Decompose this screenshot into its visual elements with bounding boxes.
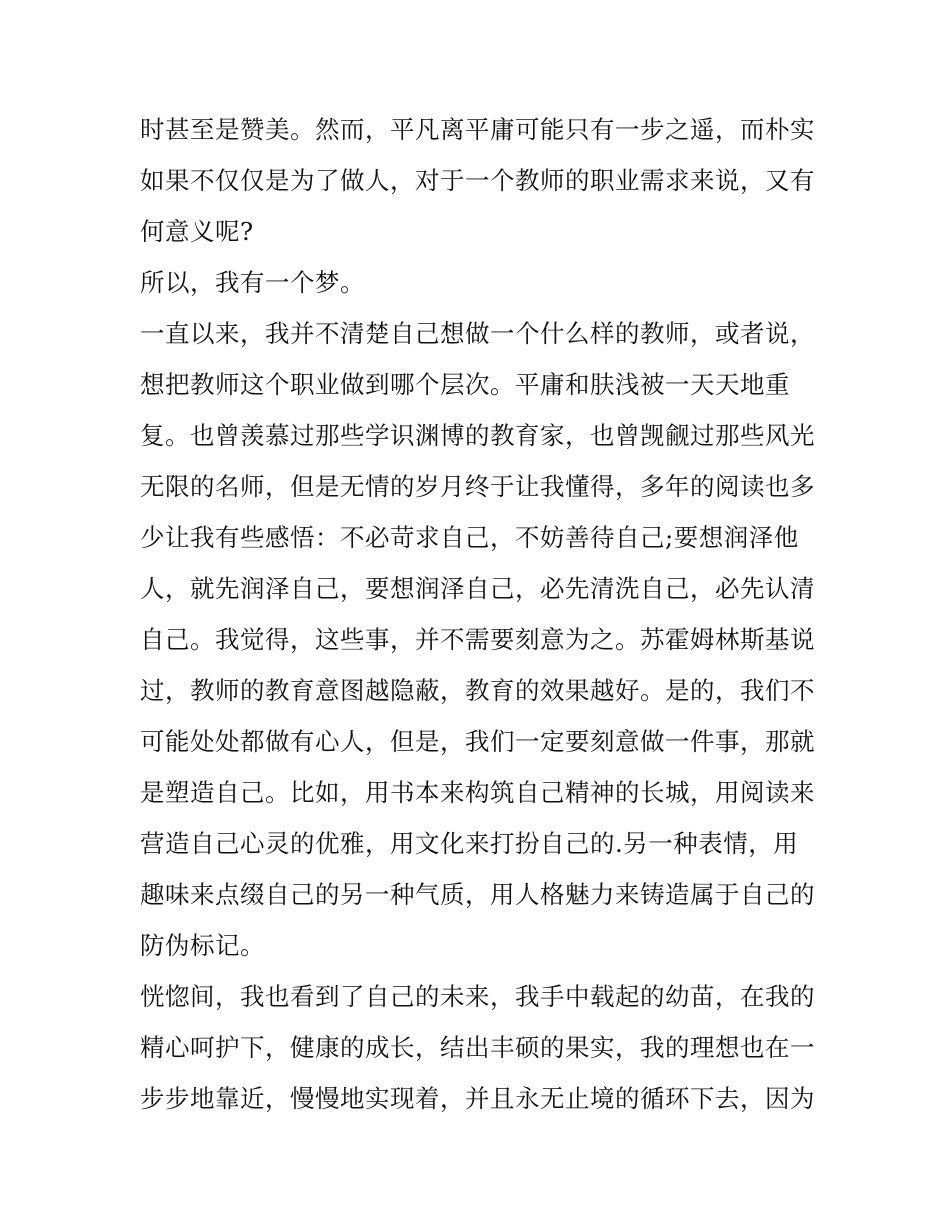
text-line: 可能处处都做有心人，但是，我们一定要刻意做一件事，那就 xyxy=(140,727,815,756)
text-line: 过，教师的教育意图越隐蔽，教育的效果越好。是的，我们不 xyxy=(140,676,815,705)
text-line: 恍惚间，我也看到了自己的未来，我手中载起的幼苗，在我的 xyxy=(140,982,815,1011)
body-text xyxy=(140,104,820,1124)
text-line: 何意义呢? xyxy=(140,217,254,246)
text-line: 步步地靠近，慢慢地实现着，并且永无止境的循环下去，因为 xyxy=(140,1084,815,1113)
text-line: 自己。我觉得，这些事，并不需要刻意为之。苏霍姆林斯基说 xyxy=(140,625,815,654)
text-line: 是塑造自己。比如，用书本来构筑自己精神的长城，用阅读来 xyxy=(140,778,815,807)
text-line: 人，就先润泽自己，要想润泽自己，必先清洗自己，必先认清 xyxy=(140,574,815,603)
text-line: 趣味来点缀自己的另一种气质，用人格魅力来铸造属于自己的 xyxy=(140,880,815,909)
text-line: 如果不仅仅是为了做人，对于一个教师的职业需求来说，又有 xyxy=(140,166,815,195)
text-line: 无限的名师，但是无情的岁月终于让我懂得，多年的阅读也多 xyxy=(140,472,815,501)
text-line: 所以，我有一个梦。 xyxy=(140,268,365,297)
text-line: 营造自己心灵的优雅，用文化来打扮自己的.另一种表情，用 xyxy=(140,829,799,858)
text-line: 防伪标记。 xyxy=(140,931,265,960)
text-line: 时甚至是赞美。然而，平凡离平庸可能只有一步之遥，而朴实 xyxy=(140,115,815,144)
text-line: 少让我有些感悟：不必苛求自己，不妨善待自己;要想润泽他 xyxy=(140,523,799,552)
text-line: 精心呵护下，健康的成长，结出丰硕的果实，我的理想也在一 xyxy=(140,1033,815,1062)
text-line: 一直以来，我并不清楚自己想做一个什么样的教师，或者说， xyxy=(140,319,815,348)
text-line: 复。也曾羡慕过那些学识渊博的教育家，也曾觊觎过那些风光 xyxy=(140,421,815,450)
text-line: 想把教师这个职业做到哪个层次。平庸和肤浅被一天天地重 xyxy=(140,370,790,399)
